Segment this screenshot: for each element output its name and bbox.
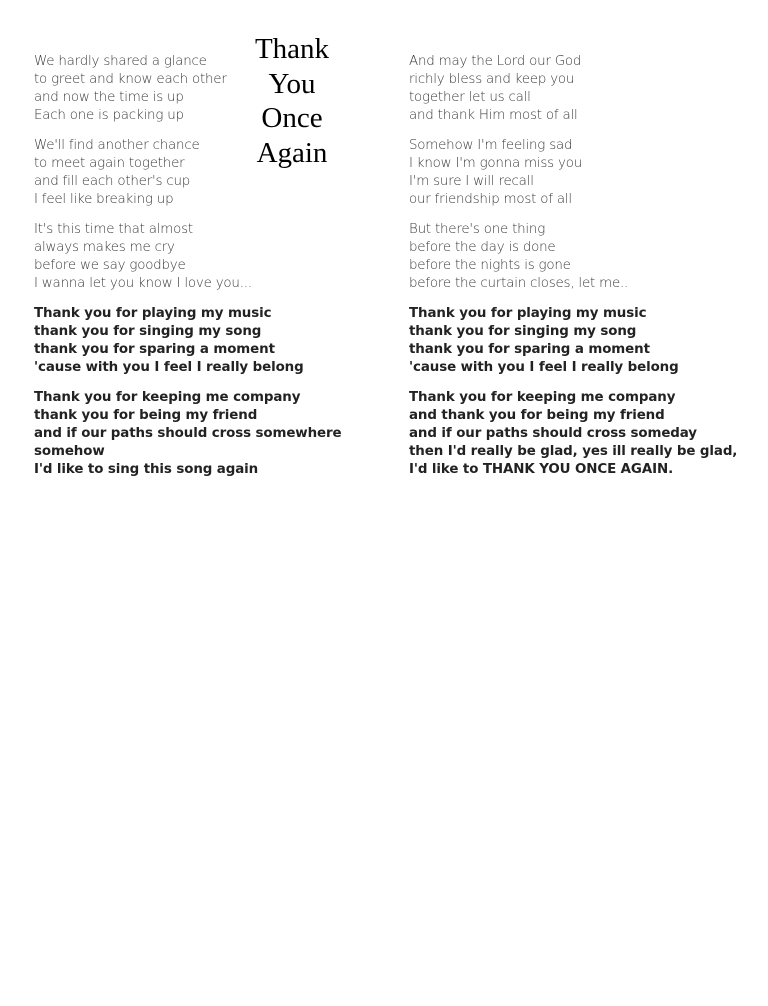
left-lyrics-column [34, 53, 374, 491]
lyric-line: We'll find another chance [34, 138, 200, 153]
lyric-line: thank you for being my friend [34, 408, 258, 423]
lyric-line: thank you for sparing a moment [409, 342, 650, 357]
lyric-line: before we say goodbye [34, 258, 186, 273]
verse-stanza [409, 53, 764, 125]
lyric-line: and thank you for being my friend [409, 408, 665, 423]
lyric-line: 'cause with you I feel I really belong [409, 360, 679, 375]
lyric-line: always makes me cry [34, 240, 175, 255]
lyric-line: Thank you for keeping me company [34, 390, 301, 405]
lyric-line: I'm sure I will recall [409, 174, 534, 189]
lyric-line: richly bless and keep you [409, 72, 575, 87]
lyric-line: before the nights is gone [409, 258, 571, 273]
lyric-line: I know I'm gonna miss you [409, 156, 583, 171]
lyric-line: thank you for singing my song [34, 324, 262, 339]
lyric-line: and now the time is up [34, 90, 184, 105]
lyric-line: somehow [34, 444, 105, 459]
title-line: Again [256, 136, 328, 169]
lyric-line: thank you for singing my song [409, 324, 637, 339]
chorus-stanza [409, 389, 764, 479]
lyric-line: I feel like breaking up [34, 192, 174, 207]
lyric-line: 'cause with you I feel I really belong [34, 360, 304, 375]
lyric-line: Somehow I'm feeling sad [409, 138, 573, 153]
lyric-line: I wanna let you know I love you... [34, 276, 252, 291]
lyric-line: Thank you for playing my music [409, 306, 647, 321]
chorus-stanza [409, 305, 764, 377]
lyric-line: and thank Him most of all [409, 108, 578, 123]
verse-stanza [34, 53, 374, 125]
verse-stanza [409, 137, 764, 209]
verse-stanza [409, 221, 764, 293]
lyric-line: I'd like to THANK YOU ONCE AGAIN. [409, 462, 674, 477]
lyric-line: and if our paths should cross someday [409, 426, 697, 441]
chorus-stanza [34, 305, 374, 377]
right-lyrics-column [409, 53, 764, 491]
lyric-line: thank you for sparing a moment [34, 342, 275, 357]
title-line: You [268, 67, 316, 100]
lyric-line: Each one is packing up [34, 108, 184, 123]
lyric-line: It's this time that almost [34, 222, 193, 237]
lyric-line: to greet and know each other [34, 72, 227, 87]
chorus-stanza [34, 389, 374, 479]
lyric-line: I'd like to sing this song again [34, 462, 259, 477]
verse-stanza [34, 221, 374, 293]
lyric-line: But there's one thing [409, 222, 546, 237]
lyric-line: before the day is done [409, 240, 556, 255]
lyric-line: then I'd really be glad, yes ill really be glad, [409, 444, 738, 459]
lyric-line: We hardly shared a glance [34, 54, 207, 69]
lyric-line: and if our paths should cross somewhere [34, 426, 342, 441]
lyric-line: our friendship most of all [409, 192, 572, 207]
lyric-line: before the curtain closes, let me.. [409, 276, 629, 291]
lyric-line: Thank you for playing my music [34, 306, 272, 321]
verse-stanza [34, 137, 374, 209]
lyric-line: Thank you for keeping me company [409, 390, 676, 405]
lyric-line: together let us call [409, 90, 531, 105]
title-line: Thank [254, 33, 330, 65]
lyric-line: to meet again together [34, 156, 185, 171]
title-line: Once [261, 102, 323, 134]
lyric-line: And may the Lord our God [409, 54, 582, 69]
lyric-line: and fill each other's cup [34, 174, 191, 189]
